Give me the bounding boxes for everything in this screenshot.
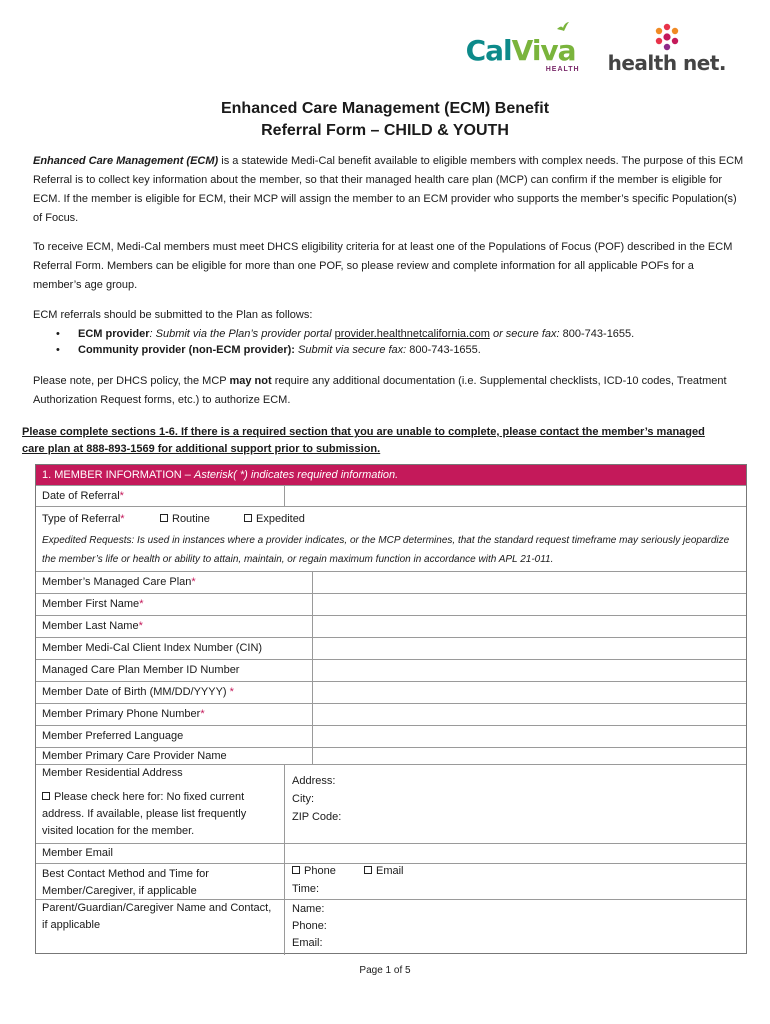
calviva-logo-sub: HEALTH [545,66,580,73]
checkbox-icon [42,792,50,800]
last-name-field[interactable] [314,616,744,637]
row-dob: Member Date of Birth (MM/DD/YYYY) * [36,681,746,703]
dob-field[interactable] [314,682,744,703]
row-email: Member Email [36,843,746,863]
intro-paragraph-2: To receive ECM, Medi-Cal members must meet DHCS eligibility criteria for at least one of the Populations of Focus (POF) described in the ECM Referral Form. Members can be eligible for more than one POF, so please review and complete information for all applicable POFs for a member’s age group. [33,241,733,291]
calviva-logo-suffix: Viva [511,34,576,67]
language-field[interactable] [314,726,744,747]
row-managed-care-plan: Member’s Managed Care Plan* [36,571,746,593]
healthnet-logo-word: health net. [607,51,726,75]
no-fixed-address-checkbox[interactable]: Please check here for: No fixed current address. If available, please list frequently visited location for the member. [42,791,247,837]
checkbox-icon [364,866,372,874]
contact-phone-checkbox[interactable]: Phone [292,864,336,879]
row-date-of-referral: Date of Referral* [36,485,746,506]
instructions: Please complete sections 1-6. If there is a required section that you are unable to complete, please contact the member’s managed care plan at 888-893-1569 for additional support prior to submission. [22,426,705,455]
checkbox-icon [292,866,300,874]
page-title [0,98,770,142]
mcp-member-id-field[interactable] [314,660,744,681]
row-last-name: Member Last Name* [36,615,746,637]
expedited-note: Expedited Requests: Is used in instances where a provider indicates, or the MCP determines, that the standard request timeframe may seriously jeopardize the member’s life or health or ability to attain, maintain, or regain maximum function in accordance with APL 21-011. [42,535,730,565]
guardian-email-label: Email: [292,937,323,949]
row-pcp: Member Primary Care Provider Name [36,747,746,764]
healthnet-mark-icon [652,22,682,52]
calviva-logo-prefix: Cal [465,34,512,67]
contact-email-checkbox[interactable]: Email [364,864,404,879]
guardian-name-label: Name: [292,903,325,915]
fax-number: 800-743-1655. [562,328,635,340]
checkbox-icon [244,514,252,522]
bird-icon [556,20,570,34]
list-item: • ECM provider: Submit via the Plan’s provider portal provider.healthnetcalifornia.com or secure fax: 800-743-1655. [54,326,744,342]
title-line-2: Referral Form – CHILD & YOUTH [261,122,509,139]
row-contact-method: Best Contact Method and Time for Member/Caregiver, if applicable Phone Email Time: [36,863,746,899]
row-residential-address: Member Residential Address Please check here for: No fixed current address. If available, please list frequently visited location for the member. Address: City: ZIP Code: [36,764,746,843]
phone-field[interactable] [314,704,744,725]
page-footer: Page 1 of 5 [359,965,411,976]
header-logos [466,18,726,74]
row-language: Member Preferred Language [36,725,746,747]
section-header: 1. MEMBER INFORMATION – Asterisk( *) indicates required information. [36,465,746,485]
date-of-referral-field[interactable] [286,486,744,506]
intro-paragraph-4: Please note, per DHCS policy, the MCP may not require any additional documentation (i.e. Supplemental checklists, ICD-10 codes, Treatment Authorization Request forms, etc.) to authorize ECM. [33,375,727,406]
pcp-field[interactable] [314,748,744,764]
intro-paragraph-1 [33,152,745,228]
row-type-of-referral: Type of Referral* Routine Expedited Expedited Requests: Is used in instances where a provider indicates, or the MCP determines, that the standard request timeframe may seriously jeopardize the member’s life or health or ability to attain, maintain, or regain maximum function in accordance with APL 21-011. [36,506,746,571]
city-label: City: [292,793,314,805]
fax-number: 800-743-1655. [409,344,481,356]
zip-label: ZIP Code: [292,811,342,823]
managed-care-plan-field[interactable] [314,572,744,593]
list-item: • Community provider (non-ECM provider): Submit via secure fax: 800-743-1655. [54,342,744,358]
row-cin: Member Medi-Cal Client Index Number (CIN) [36,637,746,659]
row-mcp-member-id: Managed Care Plan Member ID Number [36,659,746,681]
checkbox-icon [160,514,168,522]
title-line-1: Enhanced Care Management (ECM) Benefit [220,100,550,117]
time-label: Time: [292,883,320,895]
intro-lead: Enhanced Care Management (ECM) [33,155,219,167]
expedited-checkbox[interactable]: Expedited [244,512,305,527]
healthnet-logo [608,22,726,74]
intro-p1-text: is a statewide Medi-Cal benefit available to eligible members with complex needs. The purpose of this ECM Referral is to collect key information about the member, so that their managed health care plan (MCP) can confirm if the member is eligible for ECM. If the member is eligible for ECM, their MCP will assign the member to an ECM provider who supports the member’s specific Population(s) of Focus. [33,155,744,224]
calviva-logo [466,20,588,74]
guardian-phone-label: Phone: [292,920,327,932]
row-phone: Member Primary Phone Number* [36,703,746,725]
member-information-section [35,464,747,954]
provider-portal-link[interactable]: provider.healthnetcalifornia.com [334,328,490,340]
row-guardian: Parent/Guardian/Caregiver Name and Contact, if applicable Name: Phone: Email: [36,899,746,954]
ecm-provider-label: ECM provider [78,328,150,340]
first-name-field[interactable] [314,594,744,615]
routine-checkbox[interactable]: Routine [160,512,210,527]
address-label: Address: [292,775,336,787]
intro-paragraph-3: ECM referrals should be submitted to the Plan as follows: [33,309,313,321]
row-first-name: Member First Name* [36,593,746,615]
cin-field[interactable] [314,638,744,659]
submission-list [54,326,744,358]
email-field[interactable] [286,844,744,863]
community-provider-label: Community provider (non-ECM provider): [78,344,295,356]
